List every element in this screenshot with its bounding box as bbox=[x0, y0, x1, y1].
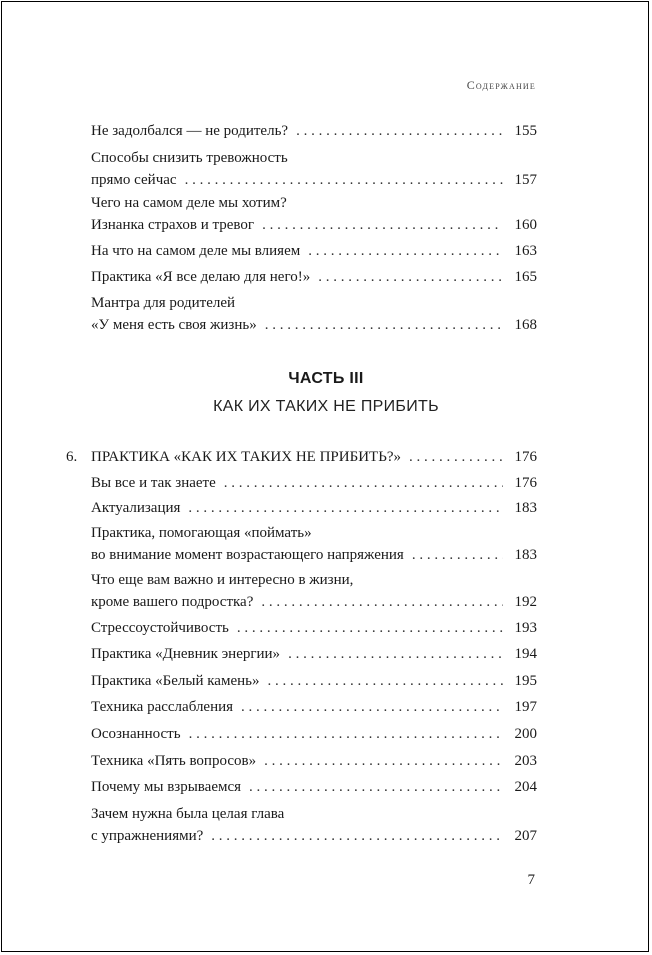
toc-page-number: 195 bbox=[514, 673, 537, 689]
toc-entry[interactable] bbox=[91, 522, 537, 566]
leader-dots bbox=[211, 825, 503, 847]
leader-dots bbox=[189, 723, 503, 745]
toc-page-number: 165 bbox=[514, 269, 537, 285]
leader-dots bbox=[318, 266, 503, 288]
toc-entry-title: прямо сейчас bbox=[91, 172, 177, 188]
toc-page-number: 160 bbox=[514, 217, 537, 233]
toc-page-number: 192 bbox=[514, 594, 537, 610]
toc-entry-title: Не задолбался — не родитель? bbox=[91, 123, 289, 139]
toc-entry-title: Техника «Пять вопросов» bbox=[91, 753, 257, 769]
toc-entry-title: Почему мы взрываемся bbox=[91, 779, 242, 795]
toc-entry[interactable] bbox=[91, 670, 537, 692]
toc-entry-title: кроме вашего подростка? bbox=[91, 594, 254, 610]
toc-page-number: 168 bbox=[514, 317, 537, 333]
part-label: ЧАСТЬ III bbox=[288, 370, 364, 387]
toc-entry-title: Осознанность bbox=[91, 726, 181, 742]
toc-entry-title: Практика «Дневник энергии» bbox=[91, 646, 281, 662]
leader-dots bbox=[267, 670, 503, 692]
toc-entry[interactable] bbox=[91, 472, 537, 494]
toc-entry-title: ПРАКТИКА «КАК ИХ ТАКИХ НЕ ПРИБИТЬ?» bbox=[91, 449, 401, 465]
toc-entry-title: во внимание момент возрастающего напряжения bbox=[91, 547, 404, 563]
leader-dots bbox=[224, 472, 503, 494]
leader-dots bbox=[262, 214, 503, 236]
toc-entry[interactable] bbox=[91, 803, 537, 847]
toc-entry-title: Способы снизить тревожность bbox=[91, 150, 288, 166]
toc-entry-title: «У меня есть своя жизнь» bbox=[91, 317, 257, 333]
toc-entry-title: с упражнениями? bbox=[91, 828, 204, 844]
toc-entry-title: Что еще вам важно и интересно в жизни, bbox=[91, 572, 354, 588]
toc-page-number: 157 bbox=[514, 172, 537, 188]
leader-dots bbox=[264, 750, 503, 772]
toc-entry[interactable] bbox=[91, 776, 537, 798]
toc-chapter-entry[interactable] bbox=[91, 446, 537, 468]
toc-entry[interactable] bbox=[91, 723, 537, 745]
toc-page-number: 183 bbox=[514, 500, 537, 516]
toc-entry[interactable] bbox=[91, 147, 537, 191]
toc-page-number: 163 bbox=[514, 243, 537, 259]
leader-dots bbox=[412, 544, 503, 566]
toc-entry[interactable] bbox=[91, 569, 537, 613]
toc-entry-title: Зачем нужна была целая глава bbox=[91, 806, 285, 822]
toc-page-number: 193 bbox=[514, 620, 537, 636]
leader-dots bbox=[265, 314, 503, 336]
toc-page-number: 176 bbox=[514, 475, 537, 491]
toc-entry-title: На что на самом деле мы влияем bbox=[91, 243, 301, 259]
toc-entry[interactable] bbox=[91, 750, 537, 772]
toc-entry-title: Чего на самом деле мы хотим? bbox=[91, 195, 287, 211]
leader-dots bbox=[237, 617, 503, 639]
leader-dots bbox=[288, 643, 503, 665]
toc-entry[interactable] bbox=[91, 292, 537, 336]
toc-page-number: 197 bbox=[514, 699, 537, 715]
page-folio: 7 bbox=[527, 872, 535, 888]
part-title: КАК ИХ ТАКИХ НЕ ПРИБИТЬ bbox=[213, 398, 439, 415]
toc-entry-title: Стрессоустойчивость bbox=[91, 620, 229, 636]
toc-entry[interactable] bbox=[91, 643, 537, 665]
toc-entry[interactable] bbox=[91, 266, 537, 288]
toc-entry-title: Практика, помогающая «поймать» bbox=[91, 525, 312, 541]
leader-dots bbox=[296, 120, 503, 142]
leader-dots bbox=[261, 591, 503, 613]
leader-dots bbox=[185, 169, 503, 191]
leader-dots bbox=[249, 776, 503, 798]
toc-entry-title: Практика «Я все делаю для него!» bbox=[91, 269, 311, 285]
toc-entry-title: Вы все и так знаете bbox=[91, 475, 216, 491]
toc-page-number: 155 bbox=[514, 123, 537, 139]
toc-entry-title: Мантра для родителей bbox=[91, 295, 236, 311]
toc-page-number: 183 bbox=[514, 547, 537, 563]
toc-page-number: 204 bbox=[514, 779, 537, 795]
toc-entry-title: Техника расслабления bbox=[91, 699, 234, 715]
leader-dots bbox=[409, 446, 503, 468]
toc-entry-title: Изнанка страхов и тревог bbox=[91, 217, 255, 233]
leader-dots bbox=[188, 497, 503, 519]
chapter-number: 6. bbox=[66, 449, 78, 465]
toc-entry[interactable] bbox=[91, 696, 537, 718]
toc-entry-title: Актуализация bbox=[91, 500, 181, 516]
toc-entry[interactable] bbox=[91, 120, 537, 142]
toc-entry[interactable] bbox=[91, 192, 537, 236]
toc-page-number: 207 bbox=[514, 828, 537, 844]
toc-page-number: 200 bbox=[514, 726, 537, 742]
toc-entry[interactable] bbox=[91, 497, 537, 519]
toc-page-number: 176 bbox=[514, 449, 537, 465]
toc-page-number: 194 bbox=[514, 646, 537, 662]
toc-entry-title: Практика «Белый камень» bbox=[91, 673, 260, 689]
running-head: Содержание bbox=[466, 78, 536, 92]
leader-dots bbox=[241, 696, 503, 718]
toc-entry[interactable] bbox=[91, 617, 537, 639]
leader-dots bbox=[308, 240, 503, 262]
toc-page-number: 203 bbox=[514, 753, 537, 769]
toc-entry[interactable] bbox=[91, 240, 537, 262]
